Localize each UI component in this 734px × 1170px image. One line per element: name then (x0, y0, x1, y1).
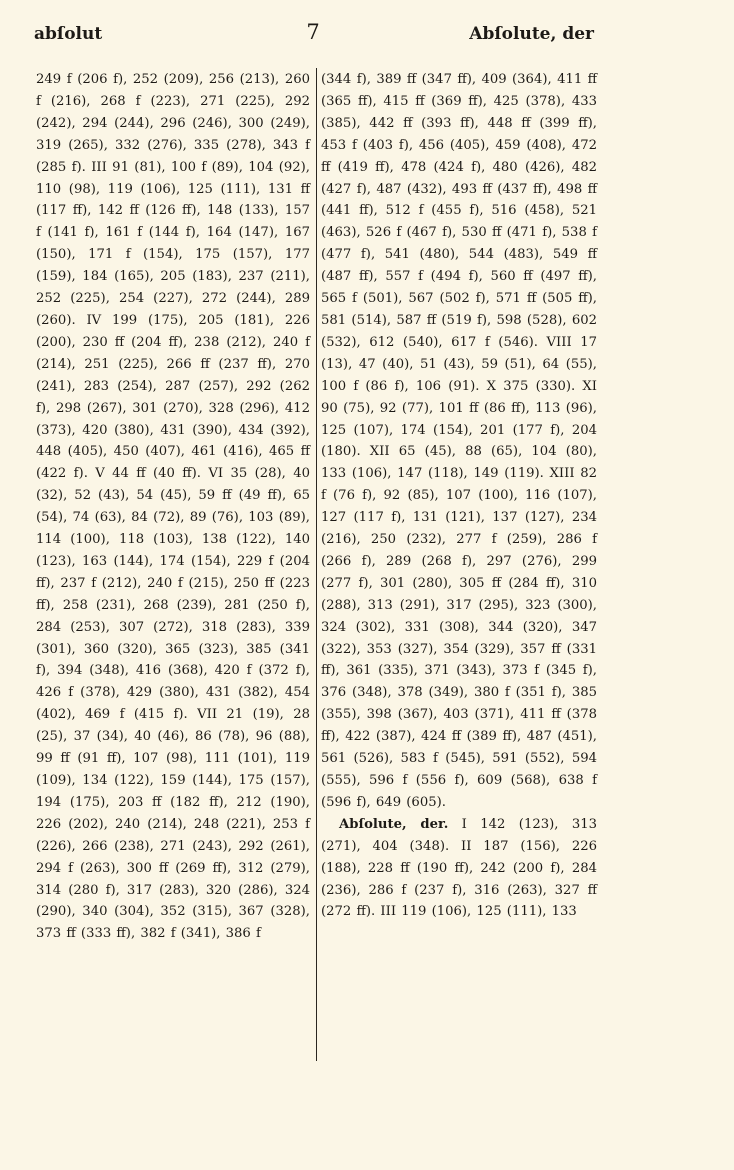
reference-list-continued: 249 f (206 f), 252 (209), 256 (213), 260 f (216), 268 f (223), 271 (225), 292 (242), 294 (244), 296 (246), 300 (249), 319 (265), 332 (276), 335 (278), 343 f (285 f). III 91 (81), 100 f (89), 104 (92), 110 (98), 119 (106), 125 (111), 131 ff (117 ff), 142 ff (126 ff), 148 (133), 157 f (141 f), 161 f (144 f), 164 (147), 167 (150), 171 f (154), 175 (157), 177 (159), 184 (165), 205 (183), 237 (211), 252 (225), 254 (227), 272 (244), 289 (260). IV 199 (175), 205 (181), 226 (200), 230 ff (204 ff), 238 (212), 240 f (214), 251 (225), 266 ff (237 ff), 270 (241), 283 (254), 287 (257), 292 (262 f), 298 (267), 301 (270), 328 (296), 412 (373), 420 (380), 431 (390), 434 (392), 448 (405), 450 (407), 461 (416), 465 ff (422 f). V 44 ff (40 ff). VI 35 (28), 40 (32), 52 (43), 54 (45), 59 ff (49 ff), 65 (54), 74 (63), 84 (72), 89 (76), 103 (89), 114 (100), 118 (103), 138 (122), 140 (123), 163 (144), 174 (154), 229 f (204 ff), 237 f (212), 240 f (215), 250 ff (223 ff), 258 (231), 268 (239), 281 (250 f), 284 (253), 307 (272), 318 (283), 339 (301), 360 (320), 365 (323), 385 (341 f), 394 (348), 416 (368), 420 f (372 f), 426 f (378), 429 (380), 431 (382), 454 (402), 469 f (415 f). VII 21 (19), 28 (25), 37 (34), 40 (46), 86 (78), 96 (88), 99 ff (91 ff), 107 (98), 111 (101), 119 (109), 134 (122), 159 (144), 175 (157), 194 (175), 203 ff (182 ff), 212 (190), 226 (202), 240 (214), 248 (221), 253 f (226), 266 (238), 271 (243), 292 (261), 294 f (263), 300 ff (269 ff), 312 (279), 314 (280 f), 317 (283), 320 (286), 324 (290), 340 (304), 352 (315), 367 (328), 373 ff (333 ff), 382 f (341), 386 f (36, 72, 310, 942)
left-column (36, 69, 310, 945)
entry-headword: Abſolute, der. (339, 816, 449, 832)
page-number: 7 (306, 20, 320, 44)
right-column (321, 69, 597, 923)
page-header (0, 16, 734, 52)
index-entry (321, 814, 597, 924)
reference-list-continued-right: (344 f), 389 ff (347 ff), 409 (364), 411 ff (365 ff), 415 ff (369 ff), 425 (378), 433 (385), 442 ff (393 ff), 448 ff (399 ff), 453 f (403 f), 456 (405), 459 (408), 472 ff (419 ff), 478 (424 f), 480 (426), 482 (427 f), 487 (432), 493 ff (437 ff), 498 ff (441 ff), 512 f (455 f), 516 (458), 521 (463), 526 f (467 f), 530 ff (471 f), 538 f (477 f), 541 (480), 544 (483), 549 ff (487 ff), 557 f (494 f), 560 ff (497 ff), 565 f (501), 567 (502 f), 571 ff (505 ff), 581 (514), 587 ff (519 f), 598 (528), 602 (532), 612 (540), 617 f (546). VIII 17 (13), 47 (40), 51 (43), 59 (51), 64 (55), 100 f (86 f), 106 (91). X 375 (330). XI 90 (75), 92 (77), 101 ff (86 ff), 113 (96), 125 (107), 174 (154), 201 (177 f), 204 (180). XII 65 (45), 88 (65), 104 (80), 133 (106), 147 (118), 149 (119). XIII 82 f (76 f), 92 (85), 107 (100), 116 (107), 127 (117 f), 131 (121), 137 (127), 234 (216), 250 (232), 277 f (259), 286 f (266 f), 289 (268 f), 297 (276), 299 (277 f), 301 (280), 305 ff (284 ff), 310 (288), 313 (291), 317 (295), 323 (300), 324 (302), 331 (308), 344 (320), 347 (322), 353 (327), 354 (329), 357 ff (331 ff), 361 (335), 371 (343), 373 f (345 f), 376 (348), 378 (349), 380 f (351 f), 385 (355), 398 (367), 403 (371), 411 ff (378 ff), 422 (387), 424 ff (389 ff), 487 (451), 561 (526), 583 f (545), 591 (552), 594 (555), 596 f (556 f), 609 (568), 638 f (596 f), 649 (605). (321, 72, 597, 810)
column-divider (316, 68, 317, 1061)
entry-references: I 142 (123), 313 (271), 404 (348). II 187 (156), 226 (188), 228 ff (190 ff), 242 (200 f), 284 (236), 286 f (237 f), 316 (263), 327 ff (272 ff). III 119 (106), 125 (111), 133 (321, 816, 597, 920)
running-head-left: abſolut (34, 24, 103, 44)
running-head-right: Abſolute, der (469, 24, 594, 44)
